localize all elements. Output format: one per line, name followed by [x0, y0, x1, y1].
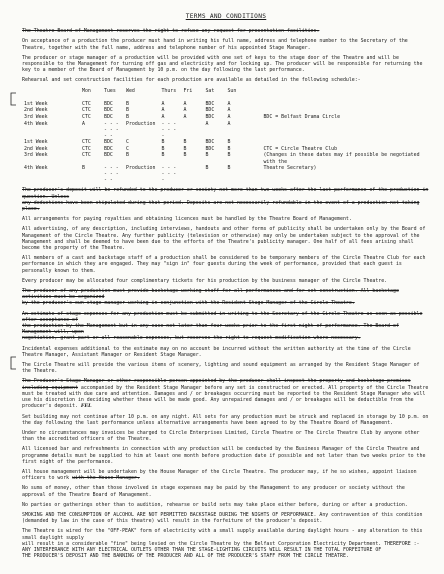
- schedule-cell: CTC: [82, 100, 91, 107]
- schedule-cell: A: [82, 120, 85, 127]
- week-label: 4th Week: [24, 120, 48, 127]
- note-change-dates: (Changes in these dates may if possible be negotiated with the: [263, 152, 420, 165]
- clause-advertising: All advertising, of any description, including interviews, handouts and other forms of publicity shall be undertaken only by the Board of Management of the Circle Theatre. Any further publicity (television or otherwise) may only be undertaken subject to the approval of the Management and shall be deemed to have been due to the efforts of the Theatre's publicity manager. One half of all fees arising shall become the property of the Theatre.: [22, 226, 426, 252]
- schedule-row: [24, 139, 430, 146]
- handwritten-initials: FEL: [80, 403, 92, 410]
- electricity-line-4: THE PRODUCER'S DEPOSIT AND THE BANNING OF THE PRODUCER AND ALL OF THE PRODUCER'S STAFF FROM THE CIRCLE THEATRE.: [22, 553, 349, 560]
- note-change-dates-cont: Theatre Secretary): [263, 164, 317, 171]
- bracket-mark-icon: [8, 356, 18, 370]
- schedule-cell: A: [227, 114, 231, 120]
- clause-refuse-requests: The Theatre Board of Management reserves the right to refuse any request for presentation facilities.: [22, 28, 320, 35]
- schedule-cell: A: [183, 100, 187, 107]
- electricity-line-3: ANY INTERFERANCE WITH ANY ELECTRICAL OUTLETS OTHER THAN THE STAGE-LIGHTING CIRCUITS WILL RESULT IN THE TOTAL FORFEITURE OF: [22, 546, 382, 553]
- day-header: Fri: [183, 87, 193, 94]
- note-ctc: CTC = Circle Theatre Club: [263, 145, 338, 152]
- schedule-cell: B: [126, 100, 129, 107]
- schedule-cell: A: [227, 107, 231, 114]
- schedule-cell: CTC: [82, 139, 91, 146]
- schedule-cell: CTC: [82, 145, 91, 152]
- clause-bar-refreshments: All licensed bar and refreshments in connection with any production will be conducted by the Business Manager of the Circle Theatre and programme details must be supplied to him at least one month before production date if possible and not later than two weeks prior to the first night of the performance.: [22, 446, 426, 465]
- deposit-line-2: any deductions have been stipulated during that period. Deposits are not necessarily refundable in the event of a production not taking place.: [22, 199, 420, 213]
- schedule-row: [24, 101, 430, 108]
- schedule-row: [24, 165, 430, 184]
- schedule-cell: - - - - - - - -: [104, 120, 119, 139]
- clause-deposit: [22, 187, 430, 212]
- schedule-cell: B: [161, 145, 165, 152]
- schedule-cell: B: [126, 152, 129, 159]
- backstage-line-2: by the producer's own stage manager working in conjunction with the Resident Stage Manager of the Circle Theatre.: [22, 300, 355, 307]
- clause-complimentary-tickets: Every producer may be allocated four complimentary tickets for his production by the business manager of the Circle Theatre.: [22, 277, 388, 284]
- week-label: 2nd Week: [24, 145, 48, 152]
- schedule-cell: CTC: [82, 114, 91, 120]
- schedule-cell: B: [227, 164, 231, 171]
- house-management-line-1: All house management will be undertaken by the House Manager of the Circle Theatre. The producer may, if he so wishes, appoint liaison officers to work: [22, 468, 417, 482]
- schedule-cell: BDC: [205, 100, 215, 107]
- schedule-cell: B: [161, 152, 165, 159]
- schedule-cell: - - - - - - -: [161, 120, 177, 139]
- schedule-cell: BDC: [104, 145, 113, 152]
- schedule-cell: B: [227, 145, 231, 152]
- day-header: Sat: [205, 87, 215, 94]
- schedule-cell: A: [161, 107, 165, 114]
- schedule-row: [24, 146, 430, 153]
- schedule-cell: B: [205, 164, 209, 171]
- clause-keys: The producer or stage manager of a production will be provided with one set of keys to the stage door of the Theatre and will be responsible to the Management for turning off gas and electricity and for locking up. The producer will be responsible for returning the key to a member of the Board of Management by 10 p.m. on the day following the last performance.: [22, 54, 423, 74]
- schedule-cell: A: [183, 114, 187, 120]
- schedule-cell: BDC: [104, 114, 113, 120]
- schedule-cell: A: [161, 114, 165, 120]
- schedule-cell: Production: [126, 120, 156, 127]
- clause-incidental-expenses: Incidental expenses additional to the estimate may on no account be incurred without the written authority at the time of the Circle Theatre Manager, Assistant Manager or Resident Stage Manager.: [22, 345, 411, 358]
- schedule-cell: A: [183, 107, 187, 114]
- schedule-cell: A: [161, 100, 165, 107]
- schedule-cell: BDC: [104, 139, 113, 146]
- clause-stage-expenses: [22, 311, 430, 342]
- schedule-cell: BDC: [205, 107, 215, 114]
- clause-invoices: Under no circumstances may invoices be charged to Circle Enterprises Limited, Circle Theatre or The Circle Theatre Club by anyone other than the accredited officers of the Theatre.: [22, 429, 420, 443]
- clause-property-inspection: [22, 378, 430, 409]
- rehearsal-schedule-table: [24, 88, 430, 184]
- expenses-line-3: negotiation, grant part or all reasonable expenses, but reserves the right to request modification where necessary.: [22, 335, 361, 342]
- clause-no-parties: No parties or gatherings other than to audition, rehearse or build sets may take place either before, during or after a production.: [22, 501, 408, 508]
- day-header: Thurs: [161, 87, 177, 94]
- backstage-line-1: The producer of any production must provide backstage working staff for all performances and for set construction. All backstage activities must be organized: [22, 288, 399, 301]
- schedule-cell: BDC: [104, 152, 113, 159]
- schedule-cell: B: [205, 152, 209, 159]
- clause-temporary-members: All members of a cast and backstage staff of a production shall be considered to be temporary members of the Circle Theatre Club for each performance in which they are engaged. They may "sign in" four guests during the week of performance, provided that each guest is personally known to them.: [22, 255, 426, 274]
- clause-set-building: Set building may not continue after 10 p.m. on any night. All sets for any production must be struck and replaced in storage by 10 p.m. on the day following the last performance unless alternative arrangements have been agreed to by the Theatre Board of Management.: [22, 413, 429, 426]
- week-label: 3rd Week: [24, 114, 48, 120]
- schedule-header-row: [24, 88, 430, 95]
- inspection-body: accompanied by the Resident Stage Manager before any set is constructed or erected. All property of the Circle Theatre must be treated with due care and attention. Damages and / or breakages occurring must be reported to the Resident Stage Manager who will use his discretion in deciding whether these will be made good. Any unrepaired damages and / or breakages will be deductible from the producer's deposit.: [22, 384, 429, 410]
- clause-scenery: The Circle Theatre will provide the various items of scenery, lighting and sound equipment as arranged by the Resident Stage Manager of the Theatre.: [22, 362, 420, 375]
- clause-royalties: All arrangements for paying royalties and obtaining licences must be handled by the Theatre Board of Management.: [22, 216, 352, 223]
- schedule-cell: B: [183, 145, 187, 152]
- note-bdc: BDC = Belfast Drama Circle: [263, 114, 341, 120]
- expenses-line-2: the production by the Management but in any case not later than four weeks prior to the first night of performance. The Board of Management will, upon: [22, 323, 399, 336]
- schedule-cell: B: [161, 139, 165, 146]
- deposit-line-1: The producer's deposit will be refunded to the producer or society not more than two weeks after the last performance of the production in question. Unless: [22, 187, 429, 200]
- schedule-cell: B: [227, 139, 231, 146]
- schedule-cell: B: [126, 114, 129, 120]
- schedule-row: [24, 152, 430, 164]
- schedule-cell: BDC: [205, 114, 215, 120]
- schedule-cell: [183, 165, 205, 184]
- document-title: TERMS AND CONDITIONS: [185, 13, 267, 20]
- schedule-cell: BDC: [205, 139, 215, 146]
- schedule-cell: A: [205, 120, 209, 127]
- schedule-cell: B: [126, 107, 129, 114]
- schedule-cell: B: [183, 139, 187, 146]
- bracket-mark-icon: [8, 92, 18, 106]
- week-label: 1st Week: [24, 139, 48, 146]
- schedule-cell: BDC: [205, 145, 215, 152]
- day-header: Wed: [126, 87, 135, 94]
- schedule-cell: - - - - - - -: [161, 164, 177, 184]
- house-management-line-2: with the House Manager.: [72, 475, 140, 482]
- schedule-row: [24, 121, 430, 140]
- electricity-line-1: The Theatre is wired for the "OFF-PEAK" form of electricity with a small supply available during daylight hours - any alteration to this small daylight supply: [22, 528, 423, 541]
- clause-producer-details: On acceptance of a production the producer must hand in writing his full name, address and telephone number to the Secretary of the Theatre, together with the full name, address and telephone number of his appointed Stage Manager.: [22, 38, 408, 51]
- expenses-line-1: An estimate of stage expenses for any production must be submitted in writing to the Secretary of the Circle Theatre as soon as possible after acceptance of: [22, 310, 423, 323]
- schedule-cell: C: [126, 145, 129, 152]
- schedule-cell: B: [183, 152, 187, 159]
- schedule-cell: CTC: [82, 107, 91, 114]
- schedule-cell: B: [82, 164, 85, 171]
- clause-smoking: SMOKING AND THE CONSUMPTION OF ALCOHOL ARE NOT PERMITTED BACKSTAGE DURING THE NIGHTS OF PERFORMANCE. Any contravention of this condition (demanded by law in the case of this theatre) will result in the forfeiture of the producer's deposit.: [22, 511, 423, 525]
- week-label: 4th Week: [24, 164, 48, 171]
- week-label: 2nd Week: [24, 107, 48, 114]
- schedule-cell: B: [227, 152, 231, 159]
- day-header: Mon: [82, 87, 91, 94]
- clause-electricity: [22, 528, 430, 559]
- schedule-cell: - - - - - - - -: [104, 164, 119, 184]
- schedule-cell: A: [227, 100, 231, 107]
- day-header: Tues: [104, 87, 116, 94]
- schedule-cell: A: [227, 120, 231, 127]
- schedule-row: [24, 107, 430, 114]
- electricity-line-2: will result in a considerable "fine" being levied on the Circle Theatre by the Belfast Corporation Electricity Department. THEREFORE :-: [22, 540, 420, 547]
- clause-house-management: [22, 469, 430, 481]
- schedule-cell: BDC: [104, 100, 113, 107]
- clause-backstage-staff: [22, 288, 430, 307]
- schedule-cell: CTC: [82, 152, 91, 159]
- schedule-cell: Production: [126, 164, 156, 171]
- day-header: Sun: [227, 87, 237, 94]
- schedule-cell: C: [126, 139, 129, 146]
- week-label: 3rd Week: [24, 152, 48, 159]
- schedule-cell: BDC: [104, 107, 113, 114]
- week-label: 1st Week: [24, 100, 48, 107]
- schedule-row: [24, 114, 430, 121]
- clause-sums-of-money: No sums of money, other than those involved in stage expenses may be paid by the Management to any producer or society without the approval of the Theatre Board of Management.: [22, 485, 405, 498]
- inspection-line-1: The Producer's Stage Manager or other responsible person appointed by the producer shall inspect the property and backstage premises including equipment: [22, 378, 411, 391]
- schedule-cell: [183, 121, 205, 140]
- clause-schedule-intro: Rehearsal and set construction facilities for each production are available as detailed in the following schedule:-: [22, 77, 361, 84]
